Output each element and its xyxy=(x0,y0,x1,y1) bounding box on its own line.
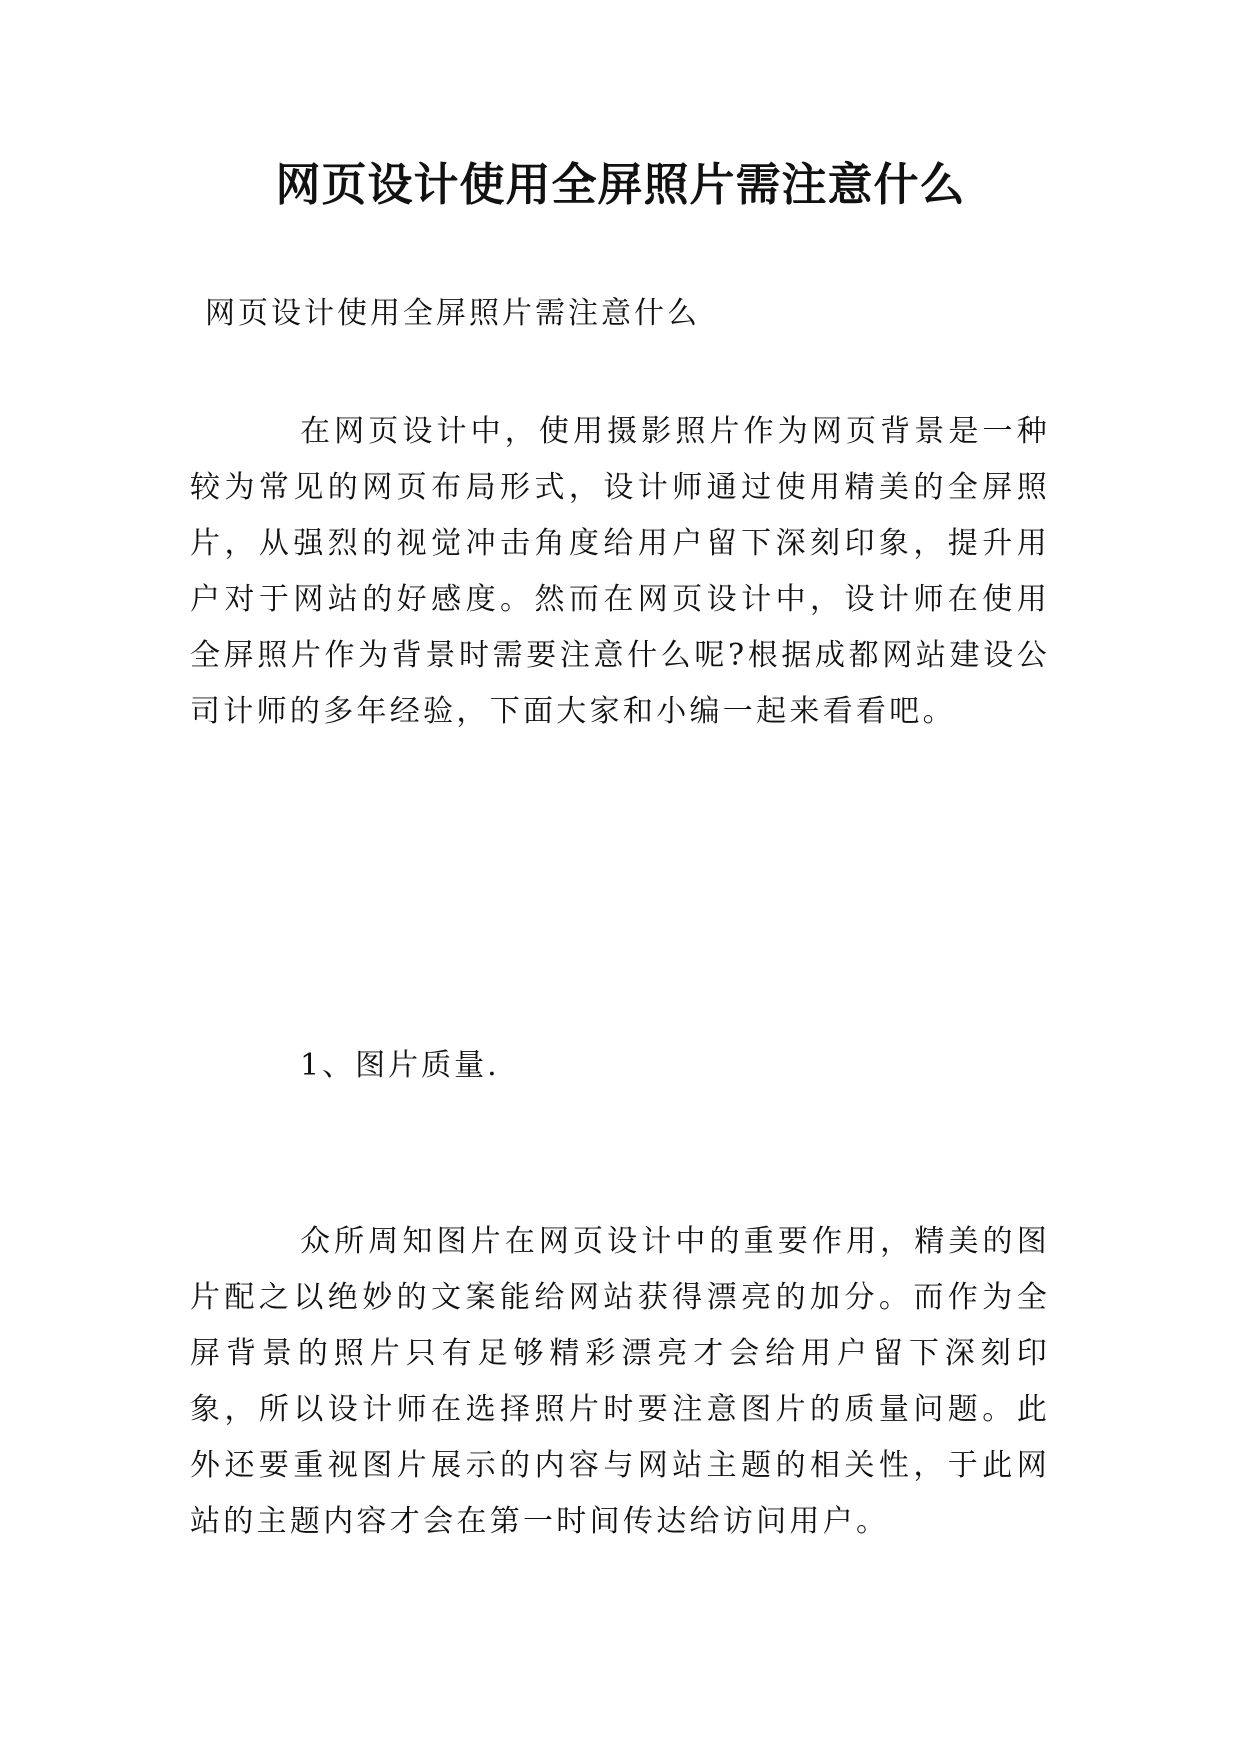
section-paragraph-image-quality: 众所周知图片在网页设计中的重要作用，精美的图片配之以绝妙的文案能给网站获得漂亮的加分。而作为全屏背景的照片只有足够精彩漂亮才会给用户留下深刻印象，所以设计师在选择照片时要注意图片的质量问题。此外还要重视图片展示的内容与网站主题的相关性，于此网站的主题内容才会在第一时间传达给访问用户。 xyxy=(190,1224,1050,1539)
document-title: 网页设计使用全屏照片需注意什么 xyxy=(275,158,966,211)
intro-paragraph: 在网页设计中，使用摄影照片作为网页背景是一种较为常见的网页布局形式，设计师通过使用精美的全屏照片，从强烈的视觉冲击角度给用户留下深刻印象，提升用户对于网站的好感度。然而在网页设计中，设计师在使用全屏照片作为背景时需要注意什么呢?根据成都网站建设公司计师的多年经验，下面大家和小编一起来看看吧。 xyxy=(190,414,1050,729)
section-heading-image-quality: 1、图片质量. xyxy=(300,1048,500,1083)
document-subtitle: 网页设计使用全屏照片需注意什么 xyxy=(205,296,700,331)
